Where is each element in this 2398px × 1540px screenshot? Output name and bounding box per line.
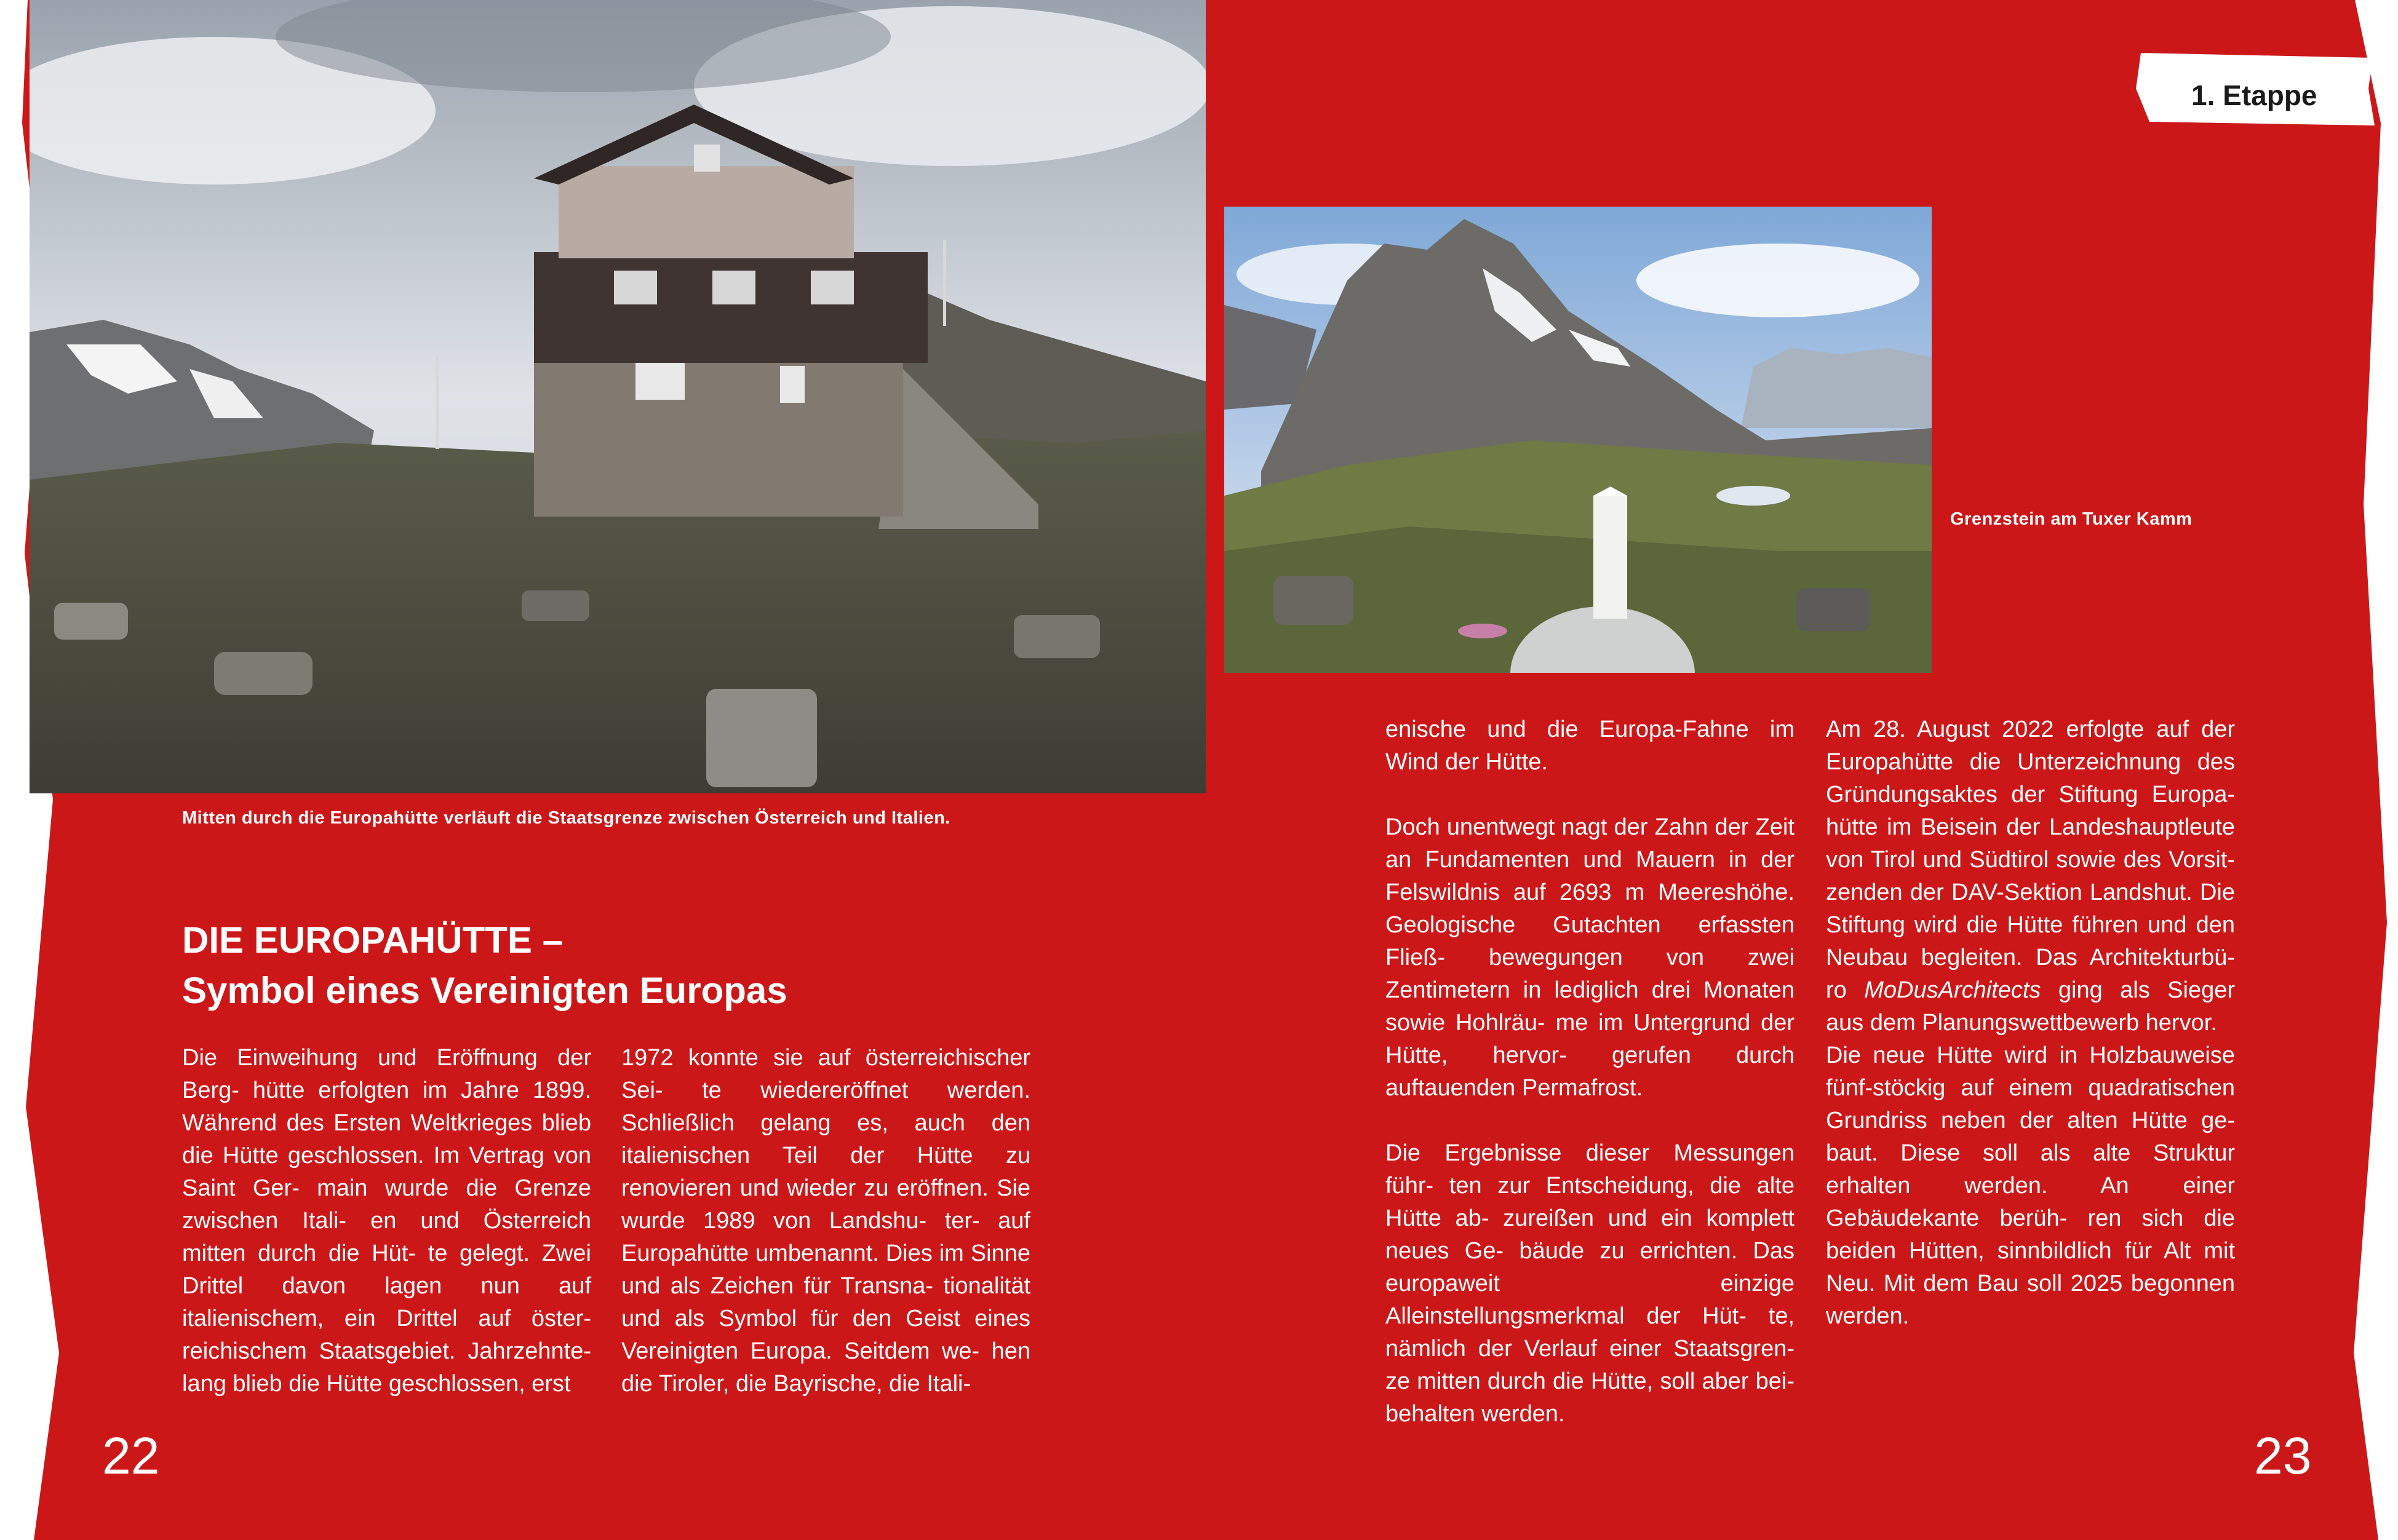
text-line: gelang es, auch den italienischen Teil (621, 1110, 1031, 1169)
text-line: begonnen werden. (1826, 1271, 2235, 1329)
text-column-3 (1385, 713, 1795, 1431)
text-line: Stiftung wird die Hütte führen und den (1826, 912, 2235, 938)
text-line: der Hütte zu renovieren und wieder zu (621, 1143, 1030, 1201)
text-line: Europahütte die Unterzeichnung des (1826, 749, 2235, 775)
architect-name: MoDusArchitects (1864, 977, 2041, 1003)
text-column-1 (182, 1042, 591, 1400)
text-line: te gelegt. Zwei Drittel davon lagen nun (182, 1240, 591, 1299)
text-line: eines Vereinigten Europa. Seitdem we- (621, 1306, 1030, 1364)
text-line: hütte im Beisein der Landeshauptleute (1826, 814, 2235, 840)
text-line: me im Untergrund der Hütte, hervor- (1385, 1010, 1795, 1068)
text-line: gerufen durch auftauenden Permafrost. (1385, 1042, 1795, 1101)
text-line: Doch unentwegt nagt der Zahn der (1385, 814, 1749, 840)
text-line: Gründungsaktes der Stiftung Europa- (1826, 782, 2235, 808)
text-line: hen die Tiroler, die Bayrische, die Itali- (621, 1338, 1031, 1397)
text-line: Die Ergebnisse dieser Messungen führ- (1385, 1140, 1795, 1199)
text-line: 1972 konnte sie auf österreichischer Sei- (621, 1045, 1030, 1103)
text-line: dem Planungswettbewerb hervor. (1870, 1010, 2217, 1036)
text-line: für Alt mit Neu. Mit dem Bau soll 2025 (1826, 1238, 2235, 1296)
title-line-2: Symbol eines Vereinigten Europas (182, 970, 787, 1011)
article-title (182, 915, 787, 1016)
text-line: Zeit an Fundamenten und Mauern in (1385, 814, 1795, 873)
text-line: hütte erfolgten im Jahre 1899. Während (182, 1078, 591, 1136)
text-line: en und Österreich mitten durch die Hüt- (182, 1208, 591, 1266)
title-line-1: DIE EUROPAHÜTTE – (182, 919, 563, 961)
text-line: bäude zu errichten. Das europaweit (1385, 1238, 1795, 1296)
text-line: eröffnen. Sie wurde 1989 von Landshu- (621, 1175, 1031, 1234)
text-line: lang blieb die Hütte geschlossen, erst (182, 1371, 571, 1397)
stage-label: 1. Etappe (2191, 79, 2317, 111)
text-line: auf italienischem, ein Drittel auf öster- (182, 1273, 591, 1332)
mountain-hut-photo (30, 0, 1206, 793)
text-line: der Hütte. (1445, 749, 1548, 775)
text-line: ging als Sieger aus (1826, 977, 2235, 1036)
text-line: ten zur Entscheidung, die alte Hütte ab- (1385, 1173, 1795, 1231)
text-line: Am 28. August 2022 erfolgte auf der (1826, 716, 2235, 742)
text-line: bewegungen von zwei Zentimetern in (1385, 945, 1795, 1003)
page-number-left: 22 (102, 1427, 160, 1485)
text-line: Geologische Gutachten erfassten Fließ- (1385, 912, 1795, 970)
text-line: Die neue Hütte wird in Holzbauweise (1826, 1042, 2235, 1068)
text-line: der Felswildnis auf 2693 m Meereshöhe. (1385, 847, 1795, 905)
border-stone-photo (1224, 207, 1932, 673)
text-line: fünf-stöckig auf einem quadratischen (1826, 1075, 2235, 1101)
text-line: lediglich drei Monaten sowie Hohlräu- (1385, 977, 1795, 1036)
text-line: te wiedereröffnet werden. Schließlich (621, 1078, 1030, 1136)
text-line: Neubau begleiten. Das Architekturbü- (1826, 945, 2235, 970)
text-line: ren sich die beiden Hütten, sinnbildlich (1826, 1205, 2235, 1264)
text-line: ze mitten durch die Hütte, soll aber bei- (1385, 1368, 1795, 1394)
text-line: ro (1826, 977, 1865, 1003)
text-line: Grundriss neben der alten Hütte ge- (1826, 1108, 2235, 1133)
text-line: geschlossen. Im Vertrag von Saint Ger- (182, 1143, 591, 1201)
text-column-4 (1826, 713, 2235, 1333)
page-number-right: 23 (2254, 1427, 2312, 1485)
text-line: einzige Alleinstellungsmerkmal der Hüt- (1385, 1271, 1795, 1329)
text-line: des Ersten Weltkrieges blieb die Hütte (182, 1110, 591, 1169)
text-line: tionalität und als Symbol für den Geist (621, 1273, 1031, 1332)
text-line: reichischem Staatsgebiet. Jahrzehnte- (182, 1338, 591, 1364)
text-column-2 (621, 1042, 1030, 1400)
text-line: main wurde die Grenze zwischen Itali- (182, 1175, 592, 1234)
photo-caption-left: Mitten durch die Europahütte verläuft die Staatsgrenze zwischen Österreich und Italien. (182, 808, 950, 828)
text-line: von Tirol und Südtirol sowie des Vorsit- (1826, 847, 2235, 873)
text-line: im Sinne und als Zeichen für Transna- (621, 1240, 1030, 1299)
text-line: Die Einweihung und Eröffnung der Berg- (182, 1045, 591, 1103)
text-line: zenden der DAV-Sektion Landshut. Die (1826, 879, 2235, 905)
text-line: behalten werden. (1385, 1401, 1565, 1427)
text-line: zureißen und ein komplett neues Ge- (1385, 1205, 1795, 1264)
text-line: ter- auf Europahütte umbenannt. Dies (621, 1208, 1030, 1266)
text-line: baut. Diese soll als alte Struktur erhalten (1826, 1140, 2235, 1199)
text-line: enische und die Europa-Fahne im Wind (1385, 716, 1795, 775)
photo-caption-right: Grenzstein am Tuxer Kamm (1950, 509, 2193, 529)
text-line: te, nämlich der Verlauf einer Staatsgren- (1385, 1303, 1795, 1362)
text-line: werden. An einer Gebäudekante berüh- (1826, 1173, 2236, 1231)
